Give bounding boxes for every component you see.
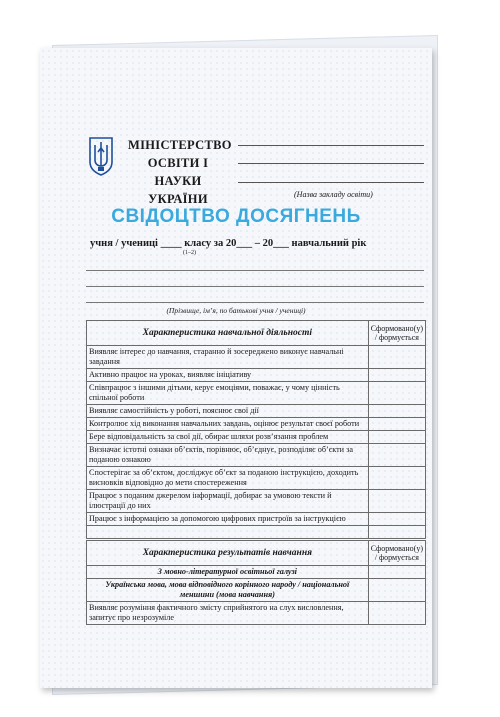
table-row (87, 431, 426, 444)
ministry-line: ОСВІТИ І НАУКИ (147, 156, 209, 188)
mark-cell[interactable] (368, 467, 425, 490)
criterion-text: Працює з поданим джерелом інформації, добирає за умовою тексти й ілюстрації до них (87, 490, 369, 513)
mark-cell[interactable] (368, 444, 425, 467)
student-class-line: учня / учениці ____ класу за 20___ – 20___ навчальний рік (90, 238, 367, 249)
criterion-text: Виявляє розуміння фактичного змісту сприйнятого на слух висловлення, запитує про незрозуміле (87, 602, 369, 625)
empty-cell (368, 526, 425, 539)
table-header-row (87, 541, 426, 566)
mark-column-header: Сформовано(у) / формується (368, 541, 425, 566)
criterion-text: Працює з інформацією за допомогою цифрових пристроїв за інструкцією (87, 513, 369, 526)
school-caption: (Назва закладу освіти) (294, 190, 373, 199)
trident-coat-of-arms-icon (88, 136, 114, 176)
criterion-text: Спостерігає за об’єктом, досліджує об’єкт за поданою інструкцією, доходить висновків відповідно до мети спостереження (87, 467, 369, 490)
criterion-text: Бере відповідальність за свої дії, обирає шляхи розв’язання проблем (87, 431, 369, 444)
school-name-line (238, 145, 424, 146)
criterion-text: Активно працює на уроках, виявляє ініціативу (87, 369, 369, 382)
school-name-line (238, 163, 424, 164)
mark-cell[interactable] (368, 405, 425, 418)
learning-results-table (86, 540, 426, 625)
table-header: Характеристика навчальної діяльності (87, 321, 369, 346)
mark-column-header: Сформовано(у) / формується (368, 321, 425, 346)
section-title: З мовно-літературної освітньої галузі (87, 566, 369, 579)
table-row (87, 490, 426, 513)
table-row (87, 369, 426, 382)
mark-cell (368, 566, 425, 579)
table-row (87, 513, 426, 526)
criterion-text: Виявляє самостійність у роботі, пояснює свої дії (87, 405, 369, 418)
empty-cell (87, 526, 369, 539)
table-row (87, 602, 426, 625)
section-row (87, 566, 426, 579)
certificate-page (40, 48, 432, 688)
mark-cell (368, 579, 425, 602)
student-name-line (86, 302, 424, 303)
mark-cell[interactable] (368, 382, 425, 405)
ministry-line: УКРАЇНИ (148, 192, 208, 206)
table-row (87, 418, 426, 431)
mark-cell[interactable] (368, 346, 425, 369)
table-row (87, 346, 426, 369)
table-row (87, 444, 426, 467)
table-header: Характеристика результатів навчання (87, 541, 369, 566)
student-name-caption: (Прізвище, ім’я, по батькові учня / учениці) (166, 306, 306, 315)
learning-activity-table (86, 320, 426, 539)
school-name-line (238, 182, 424, 183)
student-name-line (86, 270, 424, 271)
mark-cell[interactable] (368, 490, 425, 513)
student-name-line (86, 286, 424, 287)
criterion-text: Виявляє інтерес до навчання, старанно й зосереджено виконує навчальні завдання (87, 346, 369, 369)
ministry-line: МІНІСТЕРСТВО (128, 138, 232, 152)
ministry-name (128, 136, 232, 208)
grade-hint: (1–2) (183, 250, 196, 256)
document-title: СВІДОЦТВО ДОСЯГНЕНЬ (111, 206, 361, 227)
mark-cell[interactable] (368, 513, 425, 526)
mark-cell[interactable] (368, 418, 425, 431)
criterion-text: Співпрацює з іншими дітьми, керує емоціями, поважає, у чому цінність спільної роботи (87, 382, 369, 405)
table-row (87, 382, 426, 405)
mark-cell[interactable] (368, 369, 425, 382)
table-row (87, 467, 426, 490)
empty-row (87, 526, 426, 539)
criterion-text: Контролює хід виконання навчальних завдань, оцінює результат своєї роботи (87, 418, 369, 431)
criterion-text: Визначає істотні ознаки об’єктів, порівнює, об’єднує, розподіляє об’єкти за поданою ознакою (87, 444, 369, 467)
subsection-title: Українська мова, мова відповідного корінного народу / національної меншини (мова навчання) (87, 579, 369, 602)
table-row (87, 405, 426, 418)
subsection-row (87, 579, 426, 602)
table-header-row (87, 321, 426, 346)
mark-cell[interactable] (368, 431, 425, 444)
mark-cell[interactable] (368, 602, 425, 625)
